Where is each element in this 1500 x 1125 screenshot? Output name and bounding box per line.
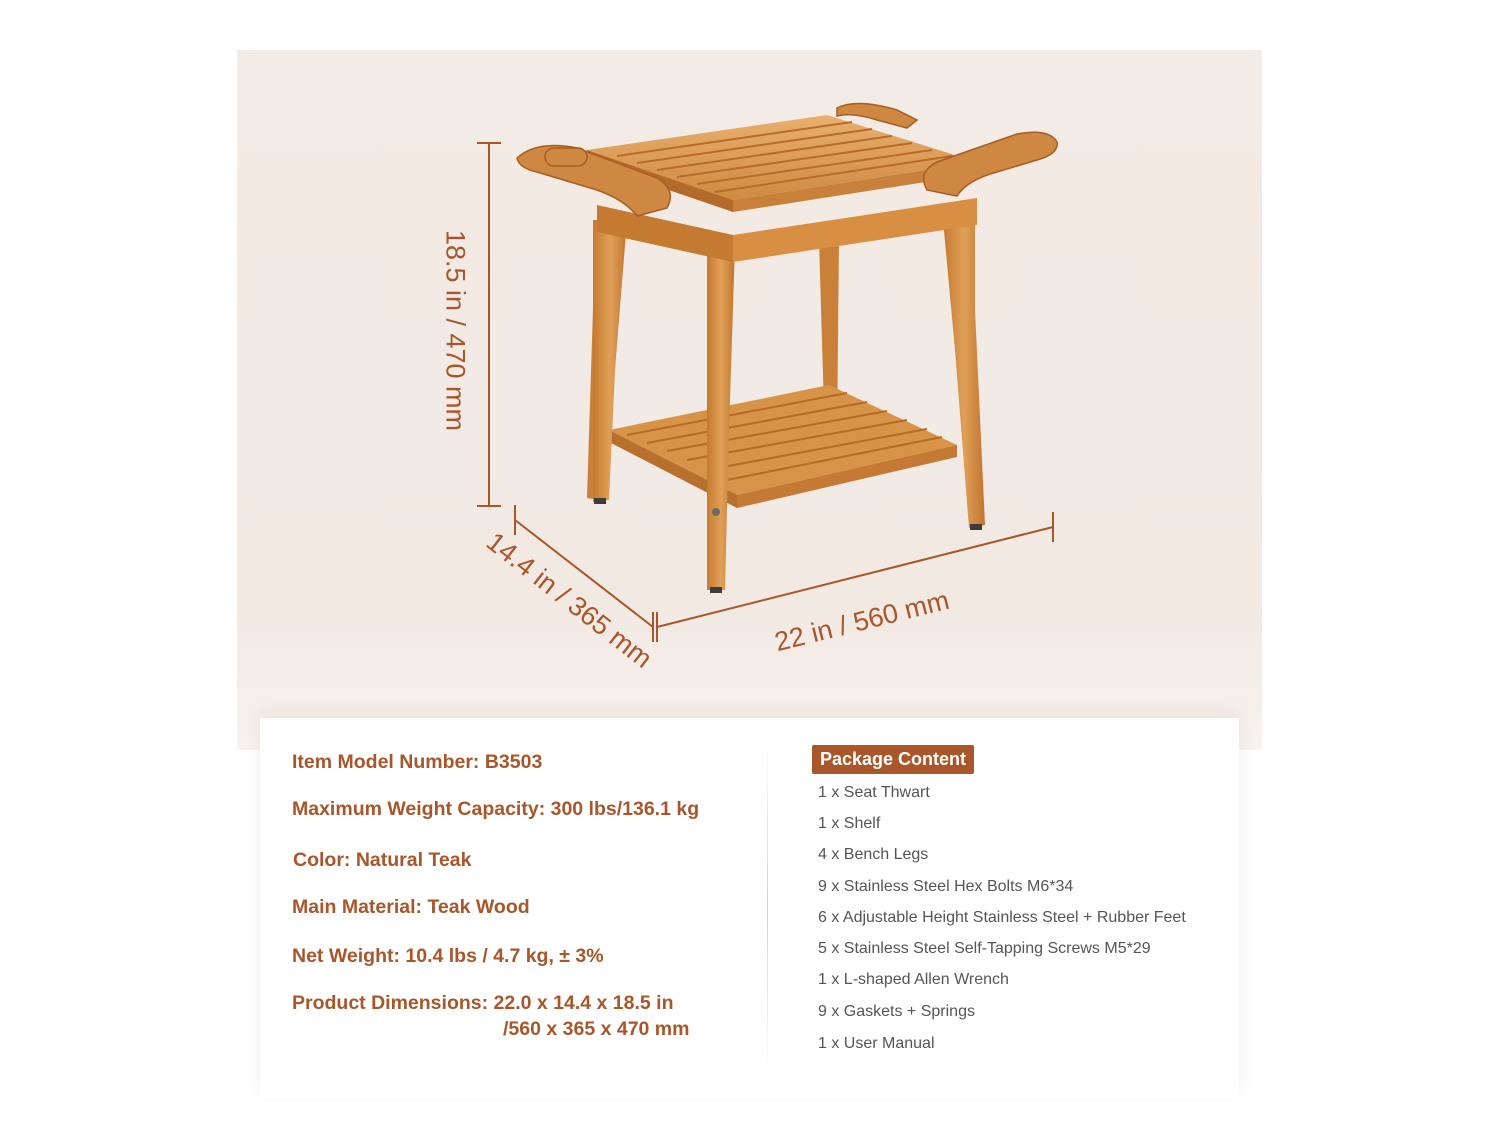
height-dimension-line	[477, 143, 501, 506]
package-item: 5 x Stainless Steel Self-Tapping Screws M5*29	[818, 940, 1151, 957]
spec-dimensions-metric: /560 x 365 x 470 mm	[503, 1018, 690, 1040]
feet	[594, 498, 982, 593]
package-item: 1 x L-shaped Allen Wrench	[818, 971, 1009, 988]
depth-label: 14.4 in / 365 mm	[480, 526, 658, 674]
spec-net-weight: Net Weight: 10.4 lbs / 4.7 kg, ± 3%	[292, 945, 604, 967]
package-item: 1 x User Manual	[818, 1035, 935, 1052]
package-item: 1 x Shelf	[818, 815, 881, 832]
column-divider	[767, 743, 768, 1073]
package-item: 1 x Seat Thwart	[818, 784, 930, 801]
spec-dimensions: Product Dimensions: 22.0 x 14.4 x 18.5 in /560 x 365 x 470 mm	[292, 992, 690, 1040]
height-label: 18.5 in / 470 mm	[440, 229, 471, 432]
package-item: 9 x Stainless Steel Hex Bolts M6*34	[818, 878, 1074, 895]
package-item: 4 x Bench Legs	[818, 846, 929, 863]
bench-illustration	[237, 50, 1262, 750]
lower-shelf	[609, 385, 957, 508]
spec-material: Main Material: Teak Wood	[292, 896, 530, 918]
width-label: 22 in / 560 mm	[771, 584, 953, 658]
package-item: 9 x Gaskets + Springs	[818, 1003, 975, 1020]
bolt-icon	[712, 508, 720, 516]
spec-weight-capacity: Maximum Weight Capacity: 300 lbs/136.1 kg	[292, 798, 700, 820]
package-item: 6 x Adjustable Height Stainless Steel + Rubber Feet	[818, 909, 1186, 926]
spec-card	[260, 718, 1239, 1098]
package-content-title: Package Content	[812, 745, 974, 774]
spec-model-number: Item Model Number: B3503	[292, 751, 543, 773]
product-hero	[237, 50, 1262, 750]
spec-color: Color: Natural Teak	[293, 849, 472, 871]
